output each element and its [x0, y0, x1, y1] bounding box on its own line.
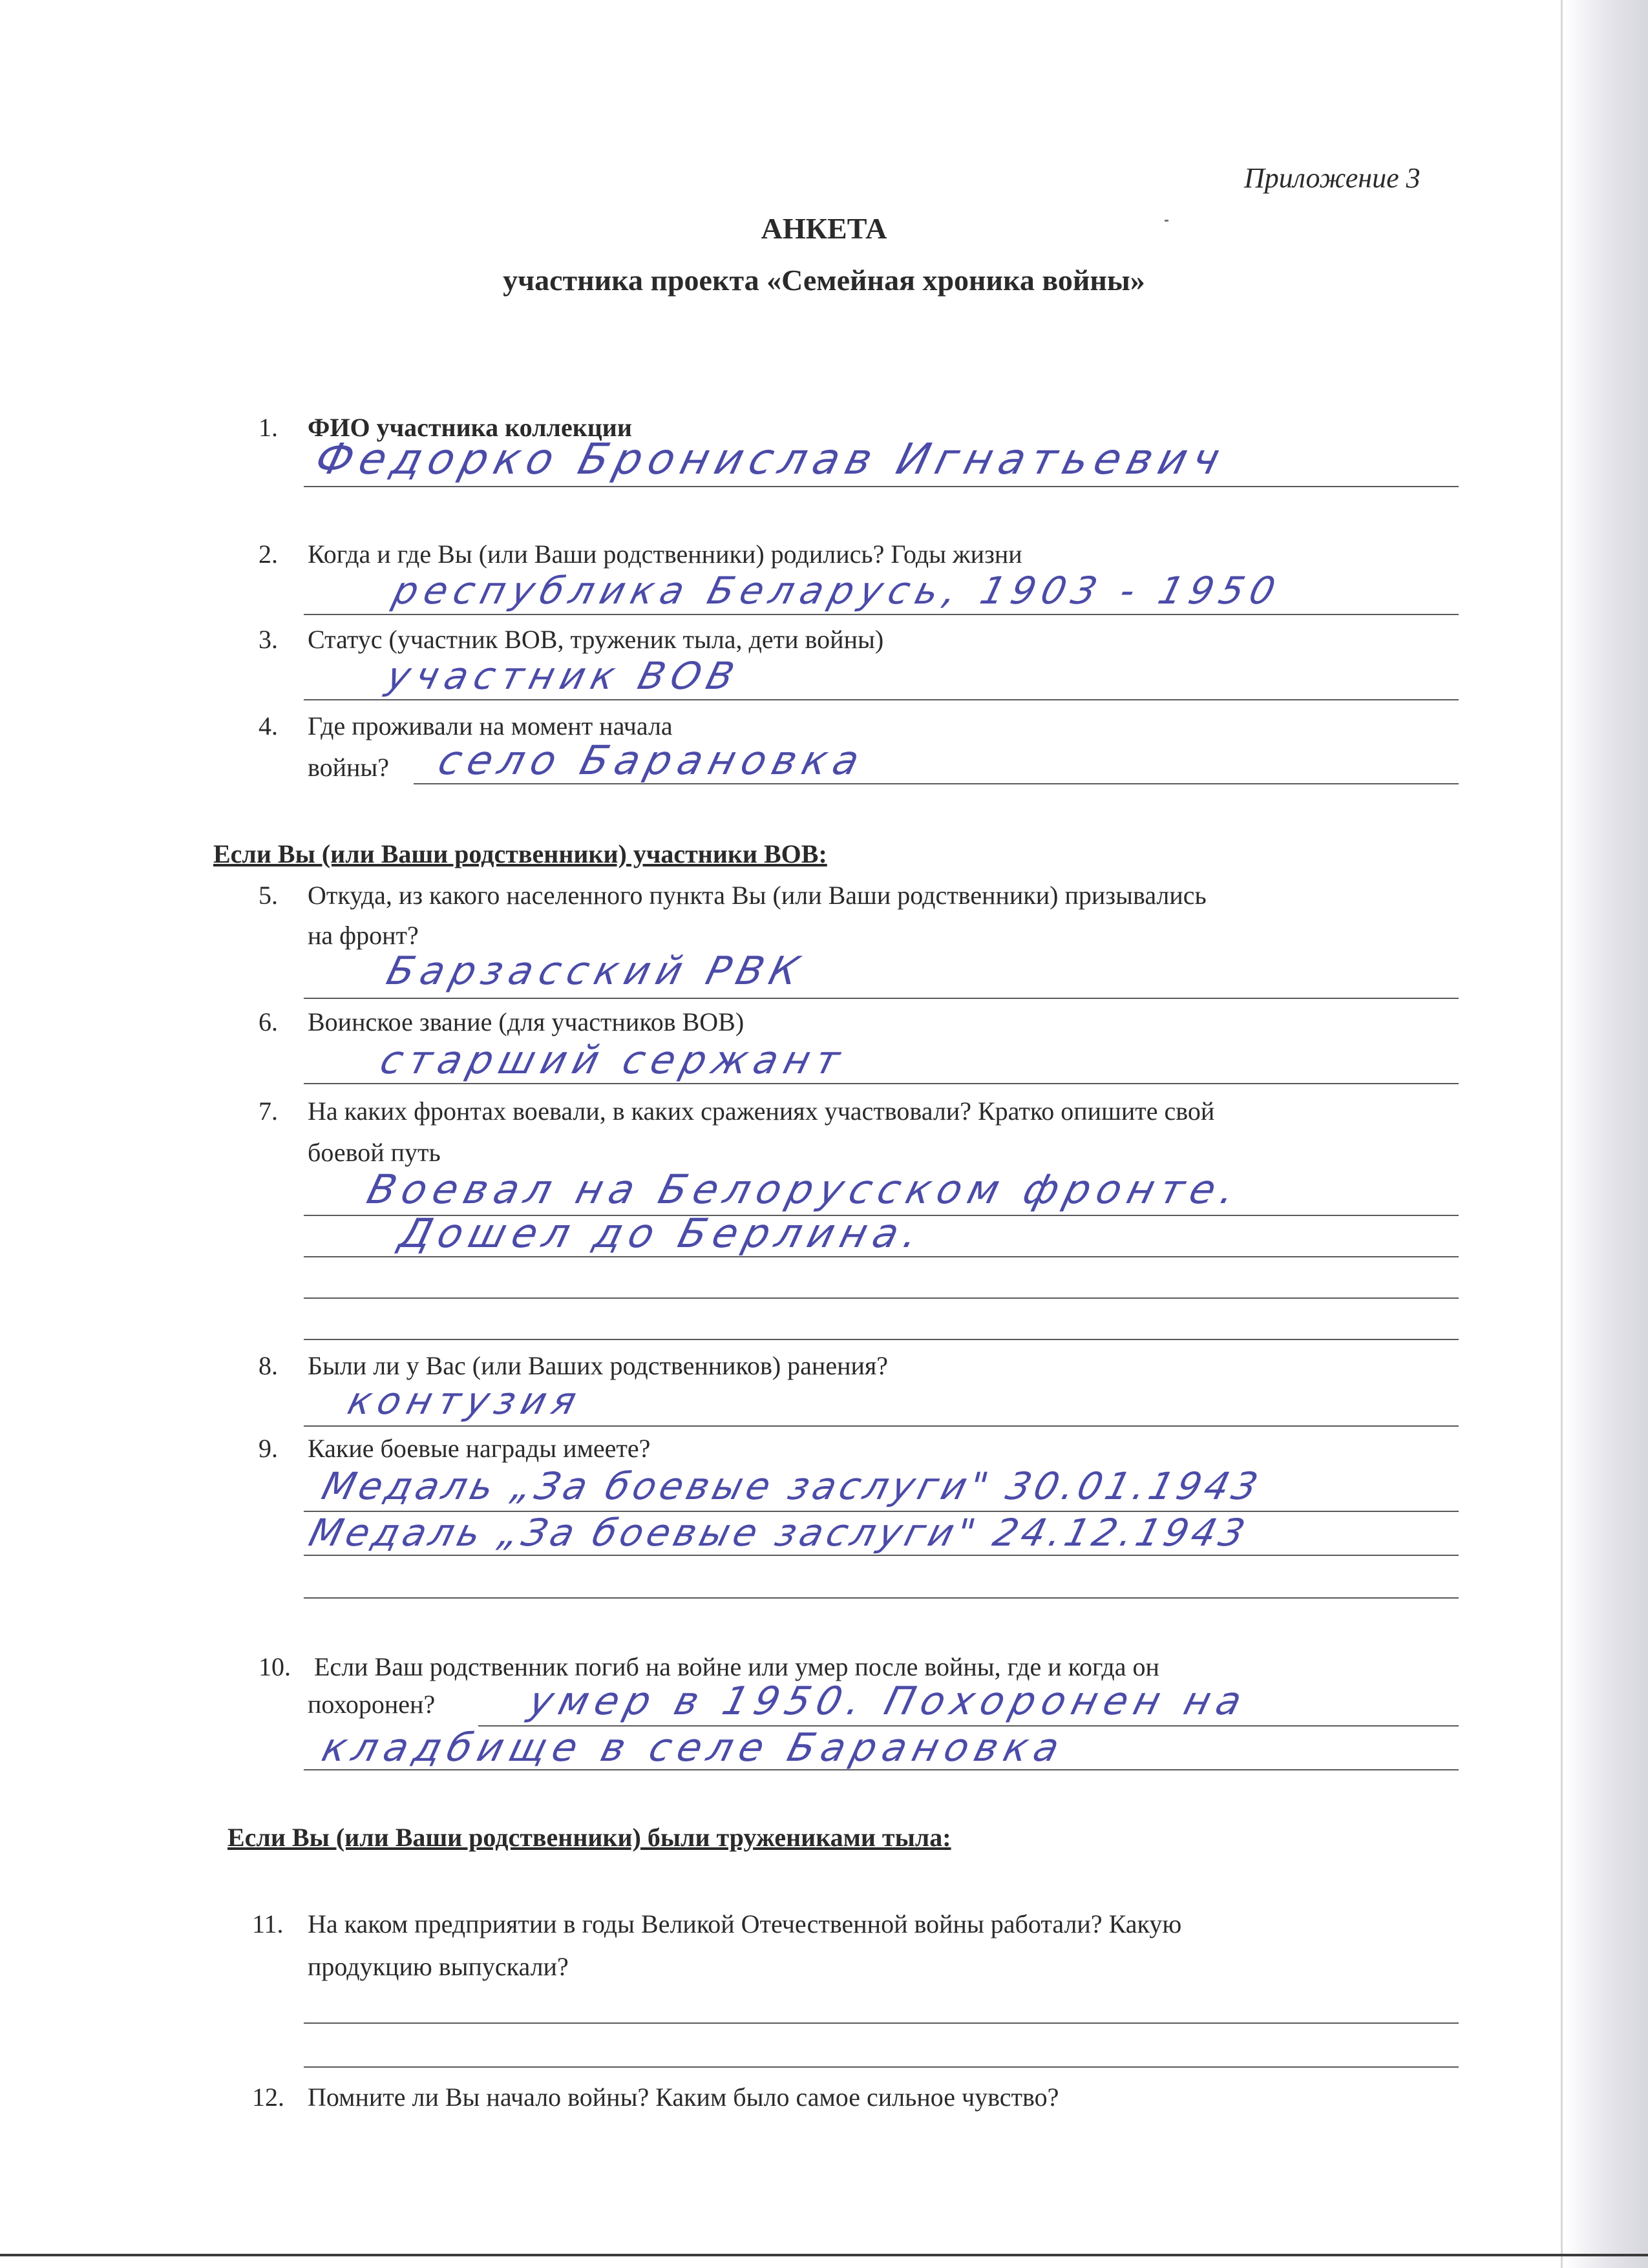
- q6-number: 6.: [259, 1007, 278, 1036]
- q7-number: 7.: [259, 1097, 278, 1126]
- scan-bottom-edge: [0, 2254, 1648, 2256]
- q9-handwritten-answer-line1: Медаль „За боевые заслуги" 30.01.1943: [317, 1464, 1266, 1508]
- q11-label-cont: продукцию выпускали?: [308, 1952, 569, 1981]
- q9-answer-line-2: [304, 1555, 1459, 1556]
- q2-number: 2.: [259, 540, 278, 569]
- q5-label: Откуда, из какого населенного пункта Вы (или Ваши родственники) призывались: [308, 881, 1207, 910]
- q3-handwritten-answer: участник ВОВ: [382, 654, 745, 698]
- q6-label: Воинское звание (для участников ВОВ): [308, 1007, 745, 1036]
- form-subtitle: участника проекта «Семейная хроника войны»: [503, 264, 1145, 297]
- section-heading-participants: Если Вы (или Ваши родственники) участники ВОВ:: [213, 839, 827, 868]
- q5-number: 5.: [259, 881, 278, 910]
- q11-answer-line-1: [304, 2022, 1459, 2024]
- q9-handwritten-answer-line2: Медаль „За боевые заслуги" 24.12.1943: [304, 1511, 1253, 1555]
- q4-handwritten-answer: село Барановка: [433, 737, 871, 784]
- q7-handwritten-answer-line1: Воевал на Белорусском фронте.: [362, 1166, 1247, 1213]
- q3-number: 3.: [259, 625, 278, 654]
- q10-label-cont: похоронен?: [308, 1690, 436, 1719]
- q10-label: Если Ваш родственник погиб на войне или умер после войны, где и когда он: [314, 1652, 1159, 1681]
- q1-label: ФИО участника коллекции: [308, 413, 632, 442]
- q5-handwritten-answer: Барзасский РВК: [382, 949, 810, 994]
- q7-label-cont: боевой путь: [308, 1138, 441, 1167]
- page-edge: [1561, 0, 1563, 2268]
- q11-number: 11.: [252, 1909, 284, 1938]
- q12-label: Помните ли Вы начало войны? Каким было самое сильное чувство?: [308, 2083, 1059, 2112]
- q1-number: 1.: [259, 413, 278, 442]
- q4-number: 4.: [259, 711, 278, 740]
- q10-number: 10.: [259, 1652, 291, 1681]
- q2-handwritten-answer: республика Беларусь, 1903 - 1950: [388, 569, 1286, 613]
- q2-answer-line: [304, 614, 1459, 615]
- q7-answer-line-4: [304, 1339, 1459, 1340]
- page-shadow: [1564, 0, 1648, 2268]
- q4-label: Где проживали на момент начала: [308, 711, 673, 740]
- q6-answer-line: [304, 1083, 1459, 1084]
- q7-handwritten-answer-line2: Дошел до Берлина.: [394, 1210, 930, 1257]
- q8-answer-line: [304, 1425, 1459, 1427]
- q5-answer-line: [304, 998, 1459, 999]
- q8-handwritten-answer: контузия: [343, 1379, 587, 1423]
- q5-label-cont: на фронт?: [308, 921, 419, 950]
- q8-label: Были ли у Вас (или Ваших родственников) ранения?: [308, 1351, 889, 1380]
- q8-number: 8.: [259, 1351, 278, 1380]
- q7-answer-line-3: [304, 1297, 1459, 1299]
- q3-label: Статус (участник ВОВ, труженик тыла, дети войны): [308, 625, 884, 654]
- q11-answer-line-2: [304, 2066, 1459, 2068]
- q1-answer-line: [304, 486, 1459, 487]
- q12-number: 12.: [252, 2083, 284, 2112]
- q4-label-cont: войны?: [308, 753, 390, 782]
- appendix-label: Приложение 3: [1244, 162, 1421, 194]
- q11-label: На каком предприятии в годы Великой Отечественной войны работали? Какую: [308, 1909, 1182, 1938]
- q6-handwritten-answer: старший сержант: [375, 1038, 851, 1083]
- q9-number: 9.: [259, 1434, 278, 1463]
- q10-handwritten-answer-line1: умер в 1950. Похоронен на: [524, 1679, 1253, 1724]
- q9-answer-line-3: [304, 1597, 1459, 1599]
- q7-label: На каких фронтах воевали, в каких сражениях участвовали? Кратко опишите свой: [308, 1097, 1215, 1126]
- q9-label: Какие боевые награды имеете?: [308, 1434, 651, 1463]
- q2-label: Когда и где Вы (или Ваши родственники) родились? Годы жизни: [308, 540, 1022, 569]
- q10-handwritten-answer-line2: кладбище в селе Барановка: [317, 1725, 1070, 1770]
- section-heading-home-front: Если Вы (или Ваши родственники) были тружениками тыла:: [227, 1823, 951, 1852]
- form-title: АНКЕТА: [761, 212, 887, 245]
- q1-handwritten-answer: Федорко Бронислав Игнатьевич: [310, 434, 1231, 484]
- scan-speck: [1165, 220, 1168, 222]
- q3-answer-line: [304, 699, 1459, 700]
